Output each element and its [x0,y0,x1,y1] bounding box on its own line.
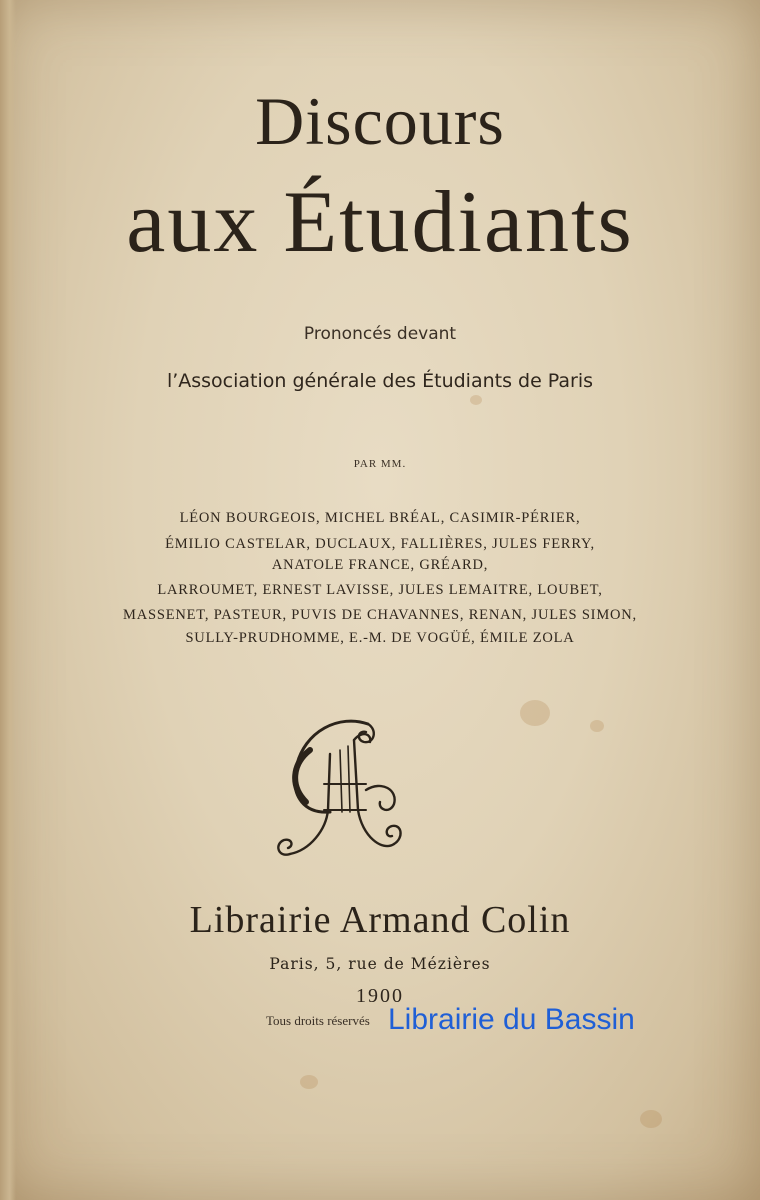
authors-line-6: SULLY-PRUDHOMME, E.-M. DE VOGÜÉ, ÉMILE ZOLA [185,630,575,646]
authors-line-4: LARROUMET, ERNEST LAVISSE, JULES LEMAITRE, LOUBET, [157,582,603,598]
publisher-monogram-icon [270,710,410,870]
subtitle-line-1: Prononcés devant [303,324,457,344]
subtitle-line-2: l’Association générale des Étudiants de Paris [166,370,594,392]
authors-line-1: LÉON BOURGEOIS, MICHEL BRÉAL, CASIMIR-PÉRIER, [179,510,581,526]
publisher-address: Paris, 5, rue de Mézières [269,955,491,973]
authors-line-2: ÉMILIO CASTELAR, DUCLAUX, FALLIÈRES, JULES FERRY, [165,536,595,552]
publication-year: 1900 [356,985,404,1007]
foxing-spot [470,395,482,405]
authors-line-5: MASSENET, PASTEUR, PUVIS DE CHAVANNES, RENAN, JULES SIMON, [123,607,637,623]
seller-watermark: Librairie du Bassin [388,1003,635,1036]
foxing-spot [590,720,604,732]
foxing-spot [300,1075,318,1089]
byline: PAR MM. [353,458,407,470]
publisher-name: Librairie Armand Colin [189,899,571,941]
title-line-1: Discours [255,83,505,159]
rights-notice: Tous droits réservés [266,1013,370,1028]
authors-line-3: ANATOLE FRANCE, GRÉARD, [271,557,489,573]
foxing-spot [640,1110,662,1128]
foxing-spot [520,700,550,726]
title-line-2: aux Étudiants [126,174,634,271]
